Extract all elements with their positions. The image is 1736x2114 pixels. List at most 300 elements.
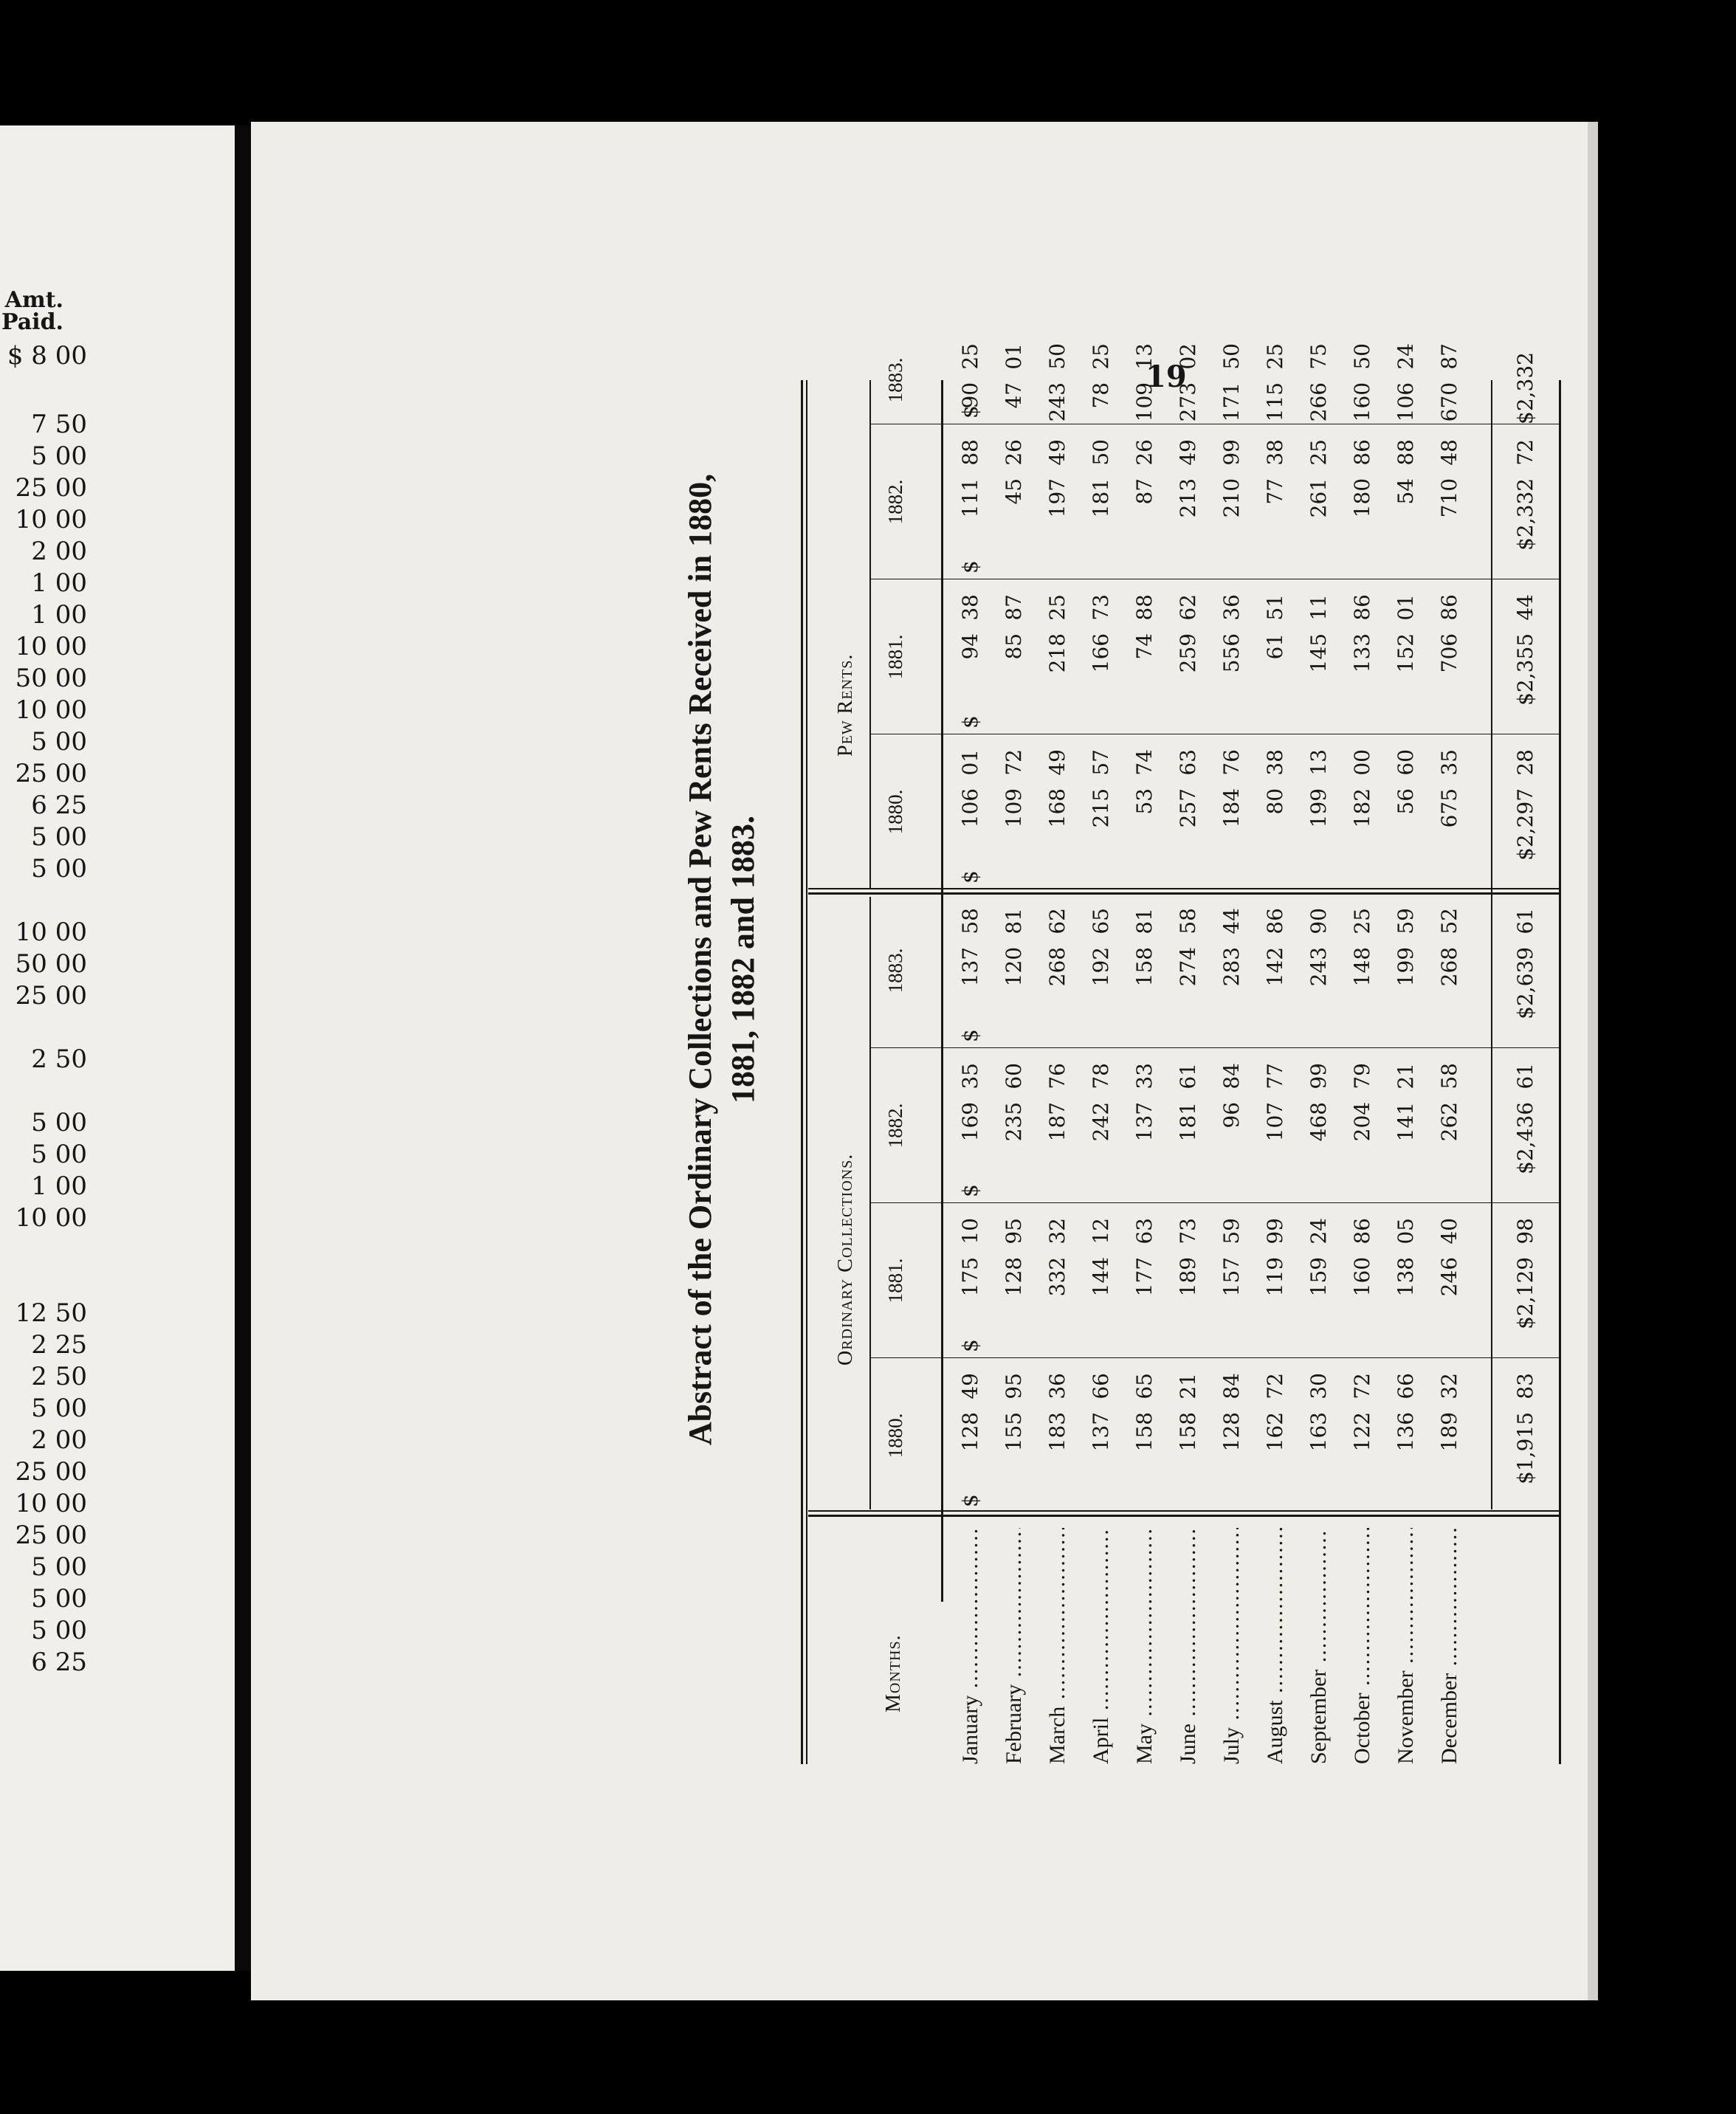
amount-paid-value: 25 00 bbox=[15, 981, 87, 1010]
currency-symbol: $ bbox=[958, 560, 982, 574]
pew-rent-cell bbox=[1174, 594, 1203, 734]
pew-rent-cell bbox=[1174, 343, 1203, 424]
amount-dollars: 243 bbox=[1045, 382, 1070, 422]
pew-rent-cell bbox=[1435, 749, 1464, 889]
total-dollars: $2,297 bbox=[1513, 788, 1537, 861]
ordinary-collection-cell bbox=[1261, 908, 1290, 1048]
amount-cents: 24 bbox=[1306, 1218, 1331, 1244]
pew-rent-cell bbox=[1261, 343, 1290, 424]
pew-rent-cell bbox=[1261, 594, 1290, 734]
amount-cents: 99 bbox=[1219, 439, 1244, 466]
ordinary-collection-cell bbox=[1217, 1063, 1247, 1203]
amount-dollars: 468 bbox=[1306, 1101, 1331, 1142]
amount-paid-header bbox=[1, 289, 63, 334]
amount-dollars: 158 bbox=[1176, 1411, 1200, 1452]
amount-dollars: 189 bbox=[1176, 1256, 1200, 1297]
amount-cents: 50 bbox=[1350, 343, 1374, 370]
pew-rent-cell bbox=[1086, 749, 1116, 889]
pew-rent-cell bbox=[1348, 439, 1377, 579]
amount-dollars: 210 bbox=[1219, 478, 1244, 518]
amount-dollars: 670 bbox=[1437, 382, 1461, 422]
amount-dollars: 181 bbox=[1089, 478, 1113, 518]
amount-cents: 25 bbox=[958, 343, 982, 370]
amount-dollars: 152 bbox=[1394, 633, 1418, 673]
amount-cents: 25 bbox=[1306, 439, 1331, 466]
year-header: 1882. bbox=[884, 1103, 906, 1149]
amount-cents: 79 bbox=[1350, 1063, 1374, 1089]
amount-cents: 66 bbox=[1394, 1373, 1418, 1399]
amount-dollars: 128 bbox=[1002, 1256, 1026, 1297]
amount-dollars: 243 bbox=[1306, 946, 1331, 987]
ordinary-collection-cell bbox=[1391, 1373, 1421, 1513]
month-label: September ..... bbox=[1304, 1528, 1334, 1764]
pew-rent-cell bbox=[1348, 749, 1377, 889]
pew-rent-cell bbox=[1304, 749, 1334, 889]
amount-cents: 62 bbox=[1045, 908, 1070, 934]
total-dollars: $1,915 bbox=[1513, 1411, 1537, 1484]
amount-dollars: 160 bbox=[1350, 382, 1374, 422]
amount-paid-value: 25 00 bbox=[15, 473, 87, 503]
amount-dollars: 192 bbox=[1089, 946, 1113, 987]
months-column-rule bbox=[808, 1515, 1561, 1517]
pew-rent-cell bbox=[1304, 594, 1334, 734]
amount-dollars: 122 bbox=[1350, 1411, 1374, 1452]
amount-cents: 88 bbox=[1132, 594, 1157, 621]
amount-cents: 01 bbox=[1394, 594, 1418, 621]
amount-dollars: 158 bbox=[1132, 946, 1157, 987]
amount-cents: 36 bbox=[1219, 594, 1244, 621]
amount-dollars: 148 bbox=[1350, 946, 1374, 987]
year-header: 1880. bbox=[884, 789, 906, 835]
amount-dollars: 85 bbox=[1002, 633, 1026, 660]
amount-cents: 33 bbox=[1132, 1063, 1157, 1089]
amount-cents: 25 bbox=[1350, 908, 1374, 934]
amount-cents: 30 bbox=[1306, 1373, 1331, 1399]
amount-cents: 62 bbox=[1176, 594, 1200, 621]
ordinary-collection-cell bbox=[1043, 1218, 1072, 1358]
month-label: June ..... bbox=[1174, 1528, 1203, 1764]
amount-cents: 00 bbox=[1350, 749, 1374, 776]
pew-rent-total bbox=[1513, 594, 1537, 734]
amount-cents: 60 bbox=[1394, 749, 1418, 776]
pew-rent-cell bbox=[1435, 594, 1464, 734]
amount-cents: 76 bbox=[1045, 1063, 1070, 1089]
title-line-2: 1881, 1882 and 1883. bbox=[725, 816, 761, 1104]
amount-dollars: 556 bbox=[1219, 633, 1244, 673]
currency-symbol: $ bbox=[958, 1029, 982, 1042]
ordinary-collection-cell bbox=[956, 908, 985, 1048]
amount-cents: 02 bbox=[1176, 343, 1200, 370]
currency-symbol: $ bbox=[958, 715, 982, 729]
amount-cents: 72 bbox=[1002, 749, 1026, 776]
amount-cents: 38 bbox=[1263, 439, 1287, 466]
currency-symbol: $ bbox=[958, 1339, 982, 1352]
amount-dollars: 283 bbox=[1219, 946, 1244, 987]
amount-cents: 74 bbox=[1132, 749, 1157, 776]
ordinary-collection-cell bbox=[1348, 1218, 1377, 1358]
month-label: March ..... bbox=[1043, 1528, 1072, 1764]
amount-cents: 36 bbox=[1045, 1373, 1070, 1399]
amount-cents: 77 bbox=[1263, 1063, 1287, 1089]
amount-dollars: 137 bbox=[1132, 1101, 1157, 1142]
pew-rent-cell bbox=[1130, 594, 1160, 734]
amount-cents: 58 bbox=[1176, 908, 1200, 934]
book-gutter bbox=[235, 125, 251, 1971]
month-label: November ..... bbox=[1391, 1528, 1421, 1764]
ordinary-collection-cell bbox=[1304, 1373, 1334, 1513]
amount-cents: 72 bbox=[1263, 1373, 1287, 1399]
amount-dollars: 47 bbox=[1002, 382, 1026, 409]
amount-cents: 60 bbox=[1002, 1063, 1026, 1089]
amount-paid-value: 5 00 bbox=[31, 1140, 87, 1169]
amount-cents: 88 bbox=[958, 439, 982, 466]
amount-paid-value: 6 25 bbox=[31, 1648, 87, 1677]
amount-header-line2: Paid. bbox=[1, 309, 63, 335]
amount-paid-value: 50 00 bbox=[15, 664, 87, 693]
pew-rent-cell bbox=[1435, 439, 1464, 579]
amount-dollars: 119 bbox=[1263, 1256, 1287, 1297]
amount-cents: 87 bbox=[1437, 343, 1461, 370]
ordinary-collection-cell bbox=[999, 1218, 1029, 1358]
amount-dollars: 136 bbox=[1394, 1411, 1418, 1452]
ordinary-collection-cell bbox=[1130, 908, 1160, 1048]
amount-cents: 73 bbox=[1089, 594, 1113, 621]
pew-rent-cell bbox=[1086, 343, 1116, 424]
amount-cents: 01 bbox=[1002, 343, 1026, 370]
amount-paid-value: 5 00 bbox=[31, 727, 87, 757]
ordinary-collection-cell bbox=[1391, 1218, 1421, 1358]
amount-cents: 26 bbox=[1002, 439, 1026, 466]
amount-dollars: 710 bbox=[1437, 478, 1461, 518]
amount-paid-value: 2 00 bbox=[31, 537, 87, 566]
pew-rent-cell bbox=[1304, 439, 1334, 579]
amount-cents: 50 bbox=[1089, 439, 1113, 466]
amount-cents: 38 bbox=[1263, 749, 1287, 776]
amount-dollars: 215 bbox=[1089, 788, 1113, 828]
amount-paid-value: 25 00 bbox=[15, 1457, 87, 1487]
pew-rent-cell bbox=[1043, 439, 1072, 579]
amount-cents: 24 bbox=[1394, 343, 1418, 370]
amount-dollars: 155 bbox=[1002, 1411, 1026, 1452]
amount-dollars: 182 bbox=[1350, 788, 1374, 828]
ordinary-collection-cell bbox=[1348, 1063, 1377, 1203]
top-rule bbox=[801, 380, 803, 1764]
total-cents: 28 bbox=[1513, 749, 1537, 776]
pew-rent-cell bbox=[1043, 343, 1072, 424]
amount-paid-value: 2 25 bbox=[31, 1330, 87, 1360]
amount-dollars: 189 bbox=[1437, 1411, 1461, 1452]
amount-dollars: 166 bbox=[1089, 633, 1113, 673]
amount-dollars: 106 bbox=[1394, 382, 1418, 422]
amount-dollars: 169 bbox=[958, 1101, 982, 1142]
pew-rent-cell bbox=[1261, 439, 1290, 579]
amount-cents: 78 bbox=[1089, 1063, 1113, 1089]
amount-cents: 76 bbox=[1219, 749, 1244, 776]
amount-dollars: 180 bbox=[1350, 478, 1374, 518]
amount-dollars: 56 bbox=[1394, 788, 1418, 815]
amount-dollars: 675 bbox=[1437, 788, 1461, 828]
amount-cents: 48 bbox=[1437, 439, 1461, 466]
month-label: October ..... bbox=[1348, 1528, 1377, 1764]
pew-rent-cell bbox=[999, 749, 1029, 889]
amount-dollars: 109 bbox=[1132, 382, 1157, 422]
currency-symbol: $ bbox=[958, 1494, 982, 1507]
amount-dollars: 159 bbox=[1306, 1256, 1331, 1297]
month-label: January ..... bbox=[956, 1528, 985, 1764]
amount-cents: 51 bbox=[1263, 594, 1287, 621]
amount-cents: 10 bbox=[958, 1218, 982, 1244]
amount-dollars: 266 bbox=[1306, 382, 1331, 422]
amount-dollars: 332 bbox=[1045, 1256, 1070, 1297]
pew-rent-cell bbox=[1217, 749, 1247, 889]
pew-rent-cell bbox=[1435, 343, 1464, 424]
ordinary-total bbox=[1513, 1063, 1537, 1203]
ordinary-collection-cell bbox=[1086, 908, 1116, 1048]
amount-cents: 58 bbox=[1437, 1063, 1461, 1089]
amount-cents: 90 bbox=[1306, 908, 1331, 934]
amount-dollars: 163 bbox=[1306, 1411, 1331, 1452]
amount-paid-value: 5 00 bbox=[31, 854, 87, 884]
amount-cents: 25 bbox=[1263, 343, 1287, 370]
amount-dollars: 90 bbox=[958, 382, 982, 409]
amount-cents: 38 bbox=[958, 594, 982, 621]
amount-dollars: 74 bbox=[1132, 633, 1157, 660]
amount-dollars: 274 bbox=[1176, 946, 1200, 987]
ordinary-collection-cell bbox=[1304, 1218, 1334, 1358]
total-cents: 72 bbox=[1513, 439, 1537, 466]
pew-rent-cell bbox=[999, 343, 1029, 424]
ordinary-collection-cell bbox=[1435, 1373, 1464, 1513]
pew-rent-total bbox=[1513, 749, 1537, 889]
amount-paid-value: 50 00 bbox=[15, 949, 87, 979]
amount-paid-value: 10 00 bbox=[15, 695, 87, 725]
pew-rent-cell bbox=[1348, 594, 1377, 734]
amount-dollars: 257 bbox=[1176, 788, 1200, 828]
top-rule-2 bbox=[806, 380, 807, 1764]
pew-rent-cell bbox=[1174, 439, 1203, 579]
amount-dollars: 53 bbox=[1132, 788, 1157, 815]
amount-cents: 88 bbox=[1394, 439, 1418, 466]
amount-dollars: 54 bbox=[1394, 478, 1418, 505]
amount-dollars: 273 bbox=[1176, 382, 1200, 422]
amount-dollars: 94 bbox=[958, 633, 982, 660]
amount-dollars: 162 bbox=[1263, 1411, 1287, 1452]
pew-rent-cell bbox=[1174, 749, 1203, 889]
amount-dollars: 137 bbox=[958, 946, 982, 987]
amount-paid-value: 12 50 bbox=[15, 1298, 87, 1328]
amount-cents: 86 bbox=[1350, 594, 1374, 621]
amount-dollars: 246 bbox=[1437, 1256, 1461, 1297]
amount-dollars: 128 bbox=[1219, 1411, 1244, 1452]
ordinary-total bbox=[1513, 908, 1537, 1048]
amount-dollars: 158 bbox=[1132, 1411, 1157, 1452]
amount-dollars: 259 bbox=[1176, 633, 1200, 673]
amount-dollars: 235 bbox=[1002, 1101, 1026, 1142]
amount-cents: 01 bbox=[958, 749, 982, 776]
pew-rent-cell bbox=[1043, 594, 1072, 734]
ordinary-collection-cell bbox=[956, 1218, 985, 1358]
pew-rent-cell bbox=[999, 594, 1029, 734]
ordinary-collection-cell bbox=[1435, 1063, 1464, 1203]
amount-dollars: 106 bbox=[958, 788, 982, 828]
amount-paid-value: 5 00 bbox=[31, 822, 87, 852]
ordinary-collection-cell bbox=[1086, 1063, 1116, 1203]
ordinary-collection-cell bbox=[1435, 908, 1464, 1048]
amount-dollars: 107 bbox=[1263, 1101, 1287, 1142]
amount-dollars: 133 bbox=[1350, 633, 1374, 673]
amount-paid-value: 5 00 bbox=[31, 441, 87, 471]
ordinary-collection-cell bbox=[999, 1063, 1029, 1203]
pew-rent-cell bbox=[999, 439, 1029, 579]
amount-cents: 35 bbox=[1437, 749, 1461, 776]
amount-cents: 63 bbox=[1176, 749, 1200, 776]
pew-rent-cell bbox=[956, 749, 985, 889]
ordinary-collection-cell bbox=[1130, 1063, 1160, 1203]
amount-dollars: 706 bbox=[1437, 633, 1461, 673]
amount-dollars: 213 bbox=[1176, 478, 1200, 518]
amount-cents: 40 bbox=[1437, 1218, 1461, 1244]
ordinary-collection-cell bbox=[1304, 908, 1334, 1048]
pew-rents-header: Pew Rents. bbox=[834, 653, 857, 757]
amount-cents: 49 bbox=[1045, 749, 1070, 776]
total-dollars: $2,639 bbox=[1513, 946, 1537, 1019]
amount-dollars: 175 bbox=[958, 1256, 982, 1297]
pew-rent-total bbox=[1513, 343, 1537, 424]
amount-header-line1: Amt. bbox=[4, 287, 63, 313]
amount-cents: 25 bbox=[1045, 594, 1070, 621]
amount-paid-value: 5 00 bbox=[31, 1584, 87, 1614]
amount-cents: 49 bbox=[1176, 439, 1200, 466]
amount-cents: 81 bbox=[1132, 908, 1157, 934]
amount-cents: 44 bbox=[1219, 908, 1244, 934]
amount-dollars: 197 bbox=[1045, 478, 1070, 518]
months-header: Months. bbox=[882, 1634, 905, 1712]
amount-dollars: 137 bbox=[1089, 1411, 1113, 1452]
pew-rent-cell bbox=[1391, 343, 1421, 424]
amount-cents: 86 bbox=[1263, 908, 1287, 934]
amount-dollars: 109 bbox=[1002, 788, 1026, 828]
amount-cents: 95 bbox=[1002, 1373, 1026, 1399]
amount-cents: 87 bbox=[1002, 594, 1026, 621]
amount-cents: 50 bbox=[1045, 343, 1070, 370]
ordinary-collection-cell bbox=[1043, 908, 1072, 1048]
amount-dollars: 142 bbox=[1263, 946, 1287, 987]
pew-rent-cell bbox=[1348, 343, 1377, 424]
month-label: July ..... bbox=[1217, 1528, 1247, 1764]
rotated-table bbox=[664, 148, 1698, 1772]
amount-dollars: 45 bbox=[1002, 478, 1026, 505]
amount-dollars: 160 bbox=[1350, 1256, 1374, 1297]
total-dollars: $2,129 bbox=[1513, 1256, 1537, 1329]
month-label: August ..... bbox=[1261, 1528, 1290, 1764]
total-cents: 61 bbox=[1513, 1063, 1537, 1089]
ordinary-collection-cell bbox=[1043, 1373, 1072, 1513]
amount-cents: 81 bbox=[1002, 908, 1026, 934]
amount-cents: 86 bbox=[1350, 439, 1374, 466]
ordinary-collection-cell bbox=[1391, 1063, 1421, 1203]
pew-rent-cell bbox=[1217, 439, 1247, 579]
ordinary-collection-cell bbox=[1174, 908, 1203, 1048]
ordinary-total bbox=[1513, 1373, 1537, 1513]
amount-cents: 57 bbox=[1089, 749, 1113, 776]
year-header: 1881. bbox=[884, 1258, 906, 1304]
amount-dollars: 199 bbox=[1394, 946, 1418, 987]
amount-dollars: 61 bbox=[1263, 633, 1287, 660]
total-cents: 61 bbox=[1513, 908, 1537, 934]
amount-dollars: 242 bbox=[1089, 1101, 1113, 1142]
ordinary-collection-cell bbox=[999, 908, 1029, 1048]
ordinary-collection-cell bbox=[1130, 1373, 1160, 1513]
ordinary-collection-cell bbox=[1261, 1063, 1290, 1203]
amount-paid-value: 2 50 bbox=[31, 1362, 87, 1391]
ordinary-collection-cell bbox=[1174, 1373, 1203, 1513]
ordinary-collection-cell bbox=[1086, 1218, 1116, 1358]
amount-cents: 12 bbox=[1089, 1218, 1113, 1244]
amount-cents: 66 bbox=[1089, 1373, 1113, 1399]
total-dollars: $2,332 bbox=[1513, 352, 1537, 424]
year-header: 1880. bbox=[884, 1413, 906, 1459]
total-cents: 44 bbox=[1513, 594, 1537, 621]
amount-paid-value: 5 00 bbox=[31, 1108, 87, 1137]
ordinary-collection-cell bbox=[1217, 908, 1247, 1048]
year-header: 1882. bbox=[884, 479, 906, 525]
pew-rent-cell bbox=[956, 594, 985, 734]
ordinary-collections-header: Ordinary Collections. bbox=[834, 1153, 857, 1366]
page-number: 19 bbox=[1146, 359, 1187, 394]
amount-cents: 25 bbox=[1089, 343, 1113, 370]
amount-dollars: 77 bbox=[1263, 478, 1287, 505]
month-label: May ..... bbox=[1130, 1528, 1160, 1764]
currency-symbol: $ bbox=[958, 870, 982, 884]
amount-paid-value: 2 00 bbox=[31, 1425, 87, 1455]
ordinary-collection-cell bbox=[1348, 1373, 1377, 1513]
year-header: 1883. bbox=[884, 948, 906, 994]
amount-cents: 61 bbox=[1176, 1063, 1200, 1089]
ordinary-collection-cell bbox=[1217, 1218, 1247, 1358]
amount-cents: 59 bbox=[1219, 1218, 1244, 1244]
amount-dollars: 115 bbox=[1263, 382, 1287, 422]
amount-cents: 86 bbox=[1350, 1218, 1374, 1244]
ordinary-collection-cell bbox=[1304, 1063, 1334, 1203]
amount-cents: 32 bbox=[1437, 1373, 1461, 1399]
total-dollars: $2,332 bbox=[1513, 478, 1537, 551]
amount-cents: 63 bbox=[1132, 1218, 1157, 1244]
amount-cents: 84 bbox=[1219, 1063, 1244, 1089]
total-dollars: $2,436 bbox=[1513, 1101, 1537, 1174]
amount-cents: 59 bbox=[1394, 908, 1418, 934]
amount-cents: 05 bbox=[1394, 1218, 1418, 1244]
amount-paid-value: 25 00 bbox=[15, 1521, 87, 1550]
amount-dollars: 96 bbox=[1219, 1101, 1244, 1129]
amount-dollars: 268 bbox=[1437, 946, 1461, 987]
total-cents: 83 bbox=[1513, 1373, 1537, 1399]
amount-paid-value: 6 25 bbox=[31, 791, 87, 820]
amount-dollars: 199 bbox=[1306, 788, 1331, 828]
currency-symbol: $ bbox=[958, 1184, 982, 1197]
amount-cents: 75 bbox=[1306, 343, 1331, 370]
amount-cents: 21 bbox=[1394, 1063, 1418, 1089]
ordinary-collection-cell bbox=[1130, 1218, 1160, 1358]
total-cents: 98 bbox=[1513, 1218, 1537, 1244]
amount-dollars: 157 bbox=[1219, 1256, 1244, 1297]
currency-symbol: $ bbox=[958, 405, 982, 419]
amount-cents: 84 bbox=[1219, 1373, 1244, 1399]
amount-dollars: 187 bbox=[1045, 1101, 1070, 1142]
amount-cents: 65 bbox=[1089, 908, 1113, 934]
ordinary-collection-cell bbox=[1435, 1218, 1464, 1358]
ordinary-collection-cell bbox=[1261, 1218, 1290, 1358]
amount-paid-value: $ 8 00 bbox=[7, 341, 87, 371]
